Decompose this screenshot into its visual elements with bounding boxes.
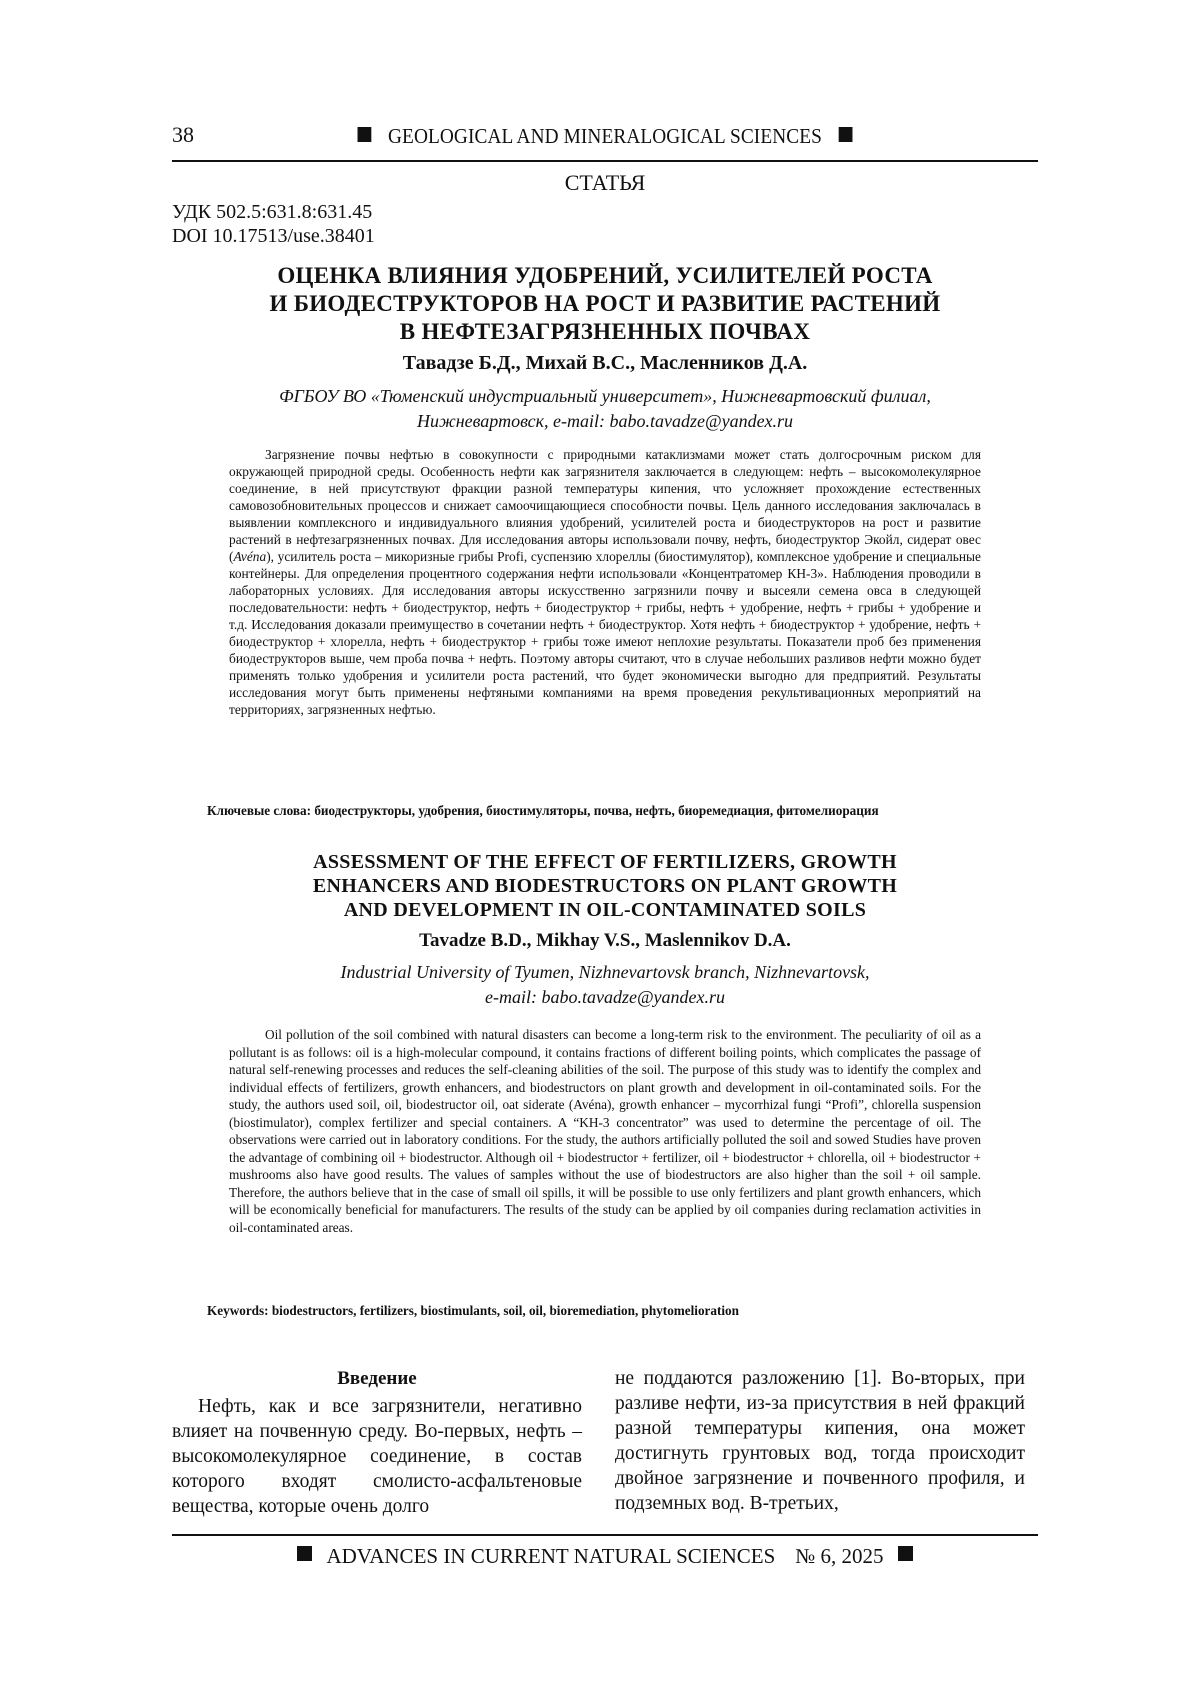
affiliation-en	[172, 960, 1038, 1010]
affiliation-ru-line: ФГБОУ ВО «Тюменский индустриальный университет», Нижневартовский филиал,	[279, 386, 931, 406]
footer-issue: № 6, 2025	[795, 1544, 884, 1568]
authors-ru: Тавадзе Б.Д., Михай В.С., Масленников Д.А.	[402, 352, 808, 374]
body-column-left	[172, 1366, 582, 1519]
body-column-right	[615, 1366, 1025, 1516]
title-en-line: AND DEVELOPMENT IN OIL-CONTAMINATED SOILS	[343, 899, 867, 921]
page-footer	[172, 1534, 1038, 1569]
abstract-ru-species: Avéna	[233, 549, 267, 564]
body-paragraph: Нефть, как и все загрязнители, негативно влияет на почвенную среду. Во-первых, нефть – высокомолекулярное соединение, в состав которого входят смолисто-асфальтеновые вещества, которые очень долго	[172, 1396, 582, 1517]
article-type: СТАТЬЯ	[564, 170, 646, 195]
journal-section-title	[207, 124, 1004, 149]
title-en-line: ASSESSMENT OF THE EFFECT OF FERTILIZERS, GROWTH	[313, 851, 897, 873]
keywords-en: Keywords: biodestructors, fertilizers, biostimulants, soil, oil, bioremediation, phytomelioration	[207, 1303, 739, 1318]
title-ru-line: В НЕФТЕЗАГРЯЗНЕННЫХ ПОЧВАХ	[399, 319, 811, 344]
square-bullet-icon	[358, 127, 372, 142]
affiliation-en-line: e-mail: babo.tavadze@yandex.ru	[485, 987, 725, 1007]
page-number: 38	[172, 122, 194, 147]
abstract-ru-text: Загрязнение почвы нефтью в совокупности с природными катаклизмами может стать долгосрочным риском для окружающей природной среды. Особенность нефти как загрязнителя заключается в следующем: нефть – высокомолекулярное соединение, в ней присутствуют фракции разной температуры кипения, что усложняет прохождение естественных самовозобновительных процессов и снижает самоочищающиеся способности почвы. Цель данного исследования заключалась в выявлении комплексного и индивидуального влияния удобрений, усилителей роста и биодеструкторов на рост и развитие растений в нефтезагрязненных почвах. Для исследования авторы использовали почву, нефть, биодеструктор Экойл, сидерат овес (	[229, 447, 981, 564]
square-bullet-icon	[297, 1546, 312, 1561]
title-ru	[172, 262, 1038, 346]
keywords-ru: Ключевые слова: биодеструкторы, удобрения, биостимуляторы, почва, нефть, биоремедиация, фитомелиорация	[207, 803, 879, 818]
authors-en: Tavadze B.D., Mikhay V.S., Maslennikov D.A.	[419, 930, 791, 951]
article-meta	[172, 200, 375, 248]
square-bullet-icon	[839, 127, 853, 142]
title-ru-line: ОЦЕНКА ВЛИЯНИЯ УДОБРЕНИЙ, УСИЛИТЕЛЕЙ РОСТА	[277, 263, 933, 288]
section-heading: Введение	[337, 1368, 417, 1389]
title-ru-line: И БИОДЕСТРУКТОРОВ НА РОСТ И РАЗВИТИЕ РАСТЕНИЙ	[269, 291, 941, 316]
title-en-line: ENHANCERS AND BIODESTRUCTORS ON PLANT GROWTH	[312, 875, 898, 897]
affiliation-en-line: Industrial University of Tyumen, Nizhnevartovsk branch, Nizhnevartovsk,	[340, 962, 870, 982]
square-bullet-icon	[898, 1546, 913, 1561]
affiliation-ru-line: Нижневартовск, e-mail: babo.tavadze@yandex.ru	[416, 411, 794, 431]
abstract-ru-text: ), усилитель роста – микоризные грибы Profi, суспензию хлореллы (биостимулятор), комплексное удобрение и специальные контейнеры. Для определения процентного содержания нефти использовали «Концентратомер КН-3». Наблюдения проводили в лабораторных условиях. Для исследования авторы искусственно загрязнили почву и высеяли семена овса в следующей последовательности: нефть + биодеструктор, нефть + биодеструктор + грибы, нефть + удобрение, нефть + грибы + удобрение и т.д. Исследования доказали преимущество в сочетании нефть + биодеструктор. Хотя нефть + биодеструктор + удобрение, нефть + биодеструктор + хлорелла, нефть + биодеструктор + грибы тоже имеют неплохие результаты. Показатели проб без применения биодеструкторов выше, чем проба почва + нефть. Поэтому авторы считают, что в случае небольших разливов нефти можно будет применять только удобрения и усилители роста растений, что будет экономически выгодно для предприятий. Результаты исследования могут быть применены нефтяными компаниями на время проведения рекультивационных мероприятий на территориях, загрязненных нефтью.	[229, 549, 981, 717]
affiliation-ru	[172, 384, 1038, 434]
journal-section-label: GEOLOGICAL AND MINERALOGICAL SCIENCES	[388, 124, 822, 148]
abstract-en: Oil pollution of the soil combined with natural disasters can become a long-term risk to the environment. The peculiarity of oil as a pollutant is as follows: oil is a high-molecular compound, it contains fractions of different boiling points, which complicates the passage of natural self-renewing processes and reduces the self-cleaning abilities of the soil. The purpose of this study was to identify the complex and individual effects of fertilizers, growth enhancers, and biodestructors on plant growth and development in oil-contaminated soils. For the study, the authors used soil, oil, biodestructor oil, oat siderate (Avéna), growth enhancer – mycorrhizal fungi “Profi”, chlorella suspension (biostimulator), complex fertilizer and special containers. A “KH-3 concentrator” was used to determine the percentage of oil. The observations were carried out in laboratory conditions. For the study, the authors artificially polluted the soil and sowed Studies have proven the advantage of combining oil + biodestructor. Although oil + biodestructor + fertilizer, oil + biodestructor + chlorella, oil + biodestructor + mushrooms also have good results. The values of samples without the use of biodestructors are also higher than the soil + oil sample. Therefore, the authors believe that in the case of small oil spills, it will be possible to use only fertilizers and plant growth enhancers, which will be economically beneficial for manufacturers. The results of the study can be applied by oil companies during reclamation activities in oil-contaminated areas.	[229, 1027, 981, 1235]
doi: DOI 10.17513/use.38401	[172, 225, 375, 247]
page-header	[172, 120, 1038, 162]
footer-journal: ADVANCES IN CURRENT NATURAL SCIENCES	[326, 1544, 776, 1568]
udk-code: УДК 502.5:631.8:631.45	[172, 201, 373, 223]
abstract-ru	[229, 446, 981, 718]
body-paragraph: не поддаются разложению [1]. Во-вторых, при разливе нефти, из-за присутствия в ней фракций разной температуры кипения, она может достигнуть грунтовых вод, тогда происходит двойное загрязнение и почвенного профиля, и подземных вод. В-третьих,	[615, 1368, 1025, 1514]
title-en	[172, 850, 1038, 922]
